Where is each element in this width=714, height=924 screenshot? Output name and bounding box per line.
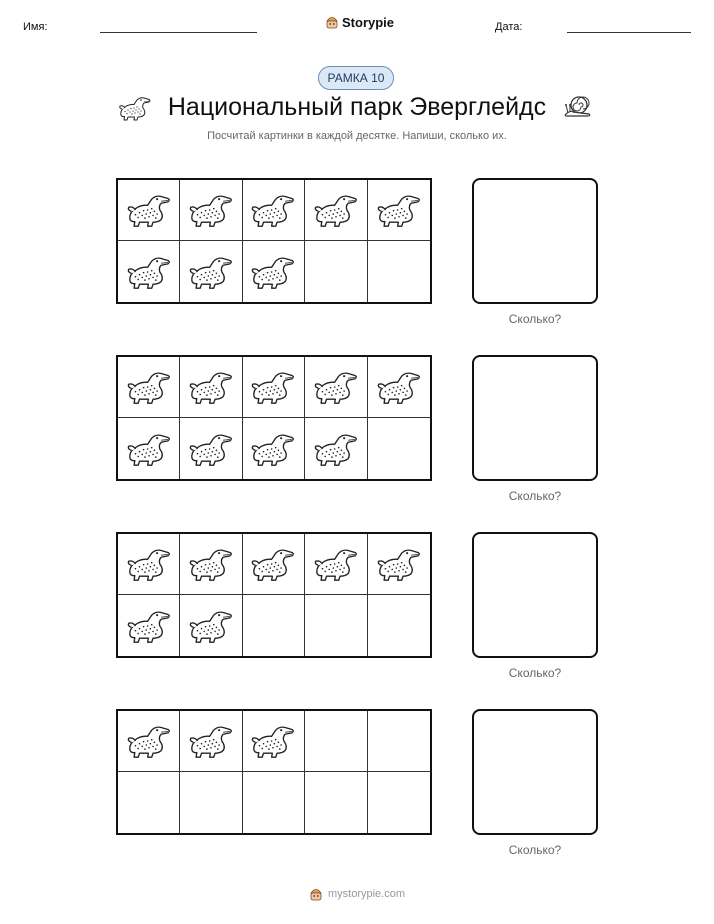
alligator-icon [188,608,234,644]
alligator-icon [126,369,172,405]
alligator-icon [313,192,359,228]
alligator-icon [250,192,296,228]
alligator-icon [313,431,359,467]
frame-badge: РАМКА 10 [318,66,394,90]
frame-cell-empty [368,241,430,302]
answer-box[interactable] [472,532,598,658]
alligator-icon [126,546,172,582]
alligator-icon [188,546,234,582]
ten-frame [116,709,432,835]
frame-cell-empty [368,772,430,833]
how-many-label: Сколько? [508,843,562,857]
how-many-label: Сколько? [508,666,562,680]
frame-cell-empty [118,772,180,833]
alligator-icon [313,546,359,582]
frame-cell-empty [368,595,430,656]
frame-cell-filled [118,534,180,595]
frame-cell-empty [180,772,242,833]
snail-icon [563,94,593,118]
frame-cell-filled [180,180,242,241]
ten-frame [116,532,432,658]
frame-cell-empty [305,595,367,656]
ten-frame [116,355,432,481]
answer-box[interactable] [472,355,598,481]
frame-cell-empty [305,772,367,833]
date-label: Дата: [495,21,523,33]
pie-mascot-icon [325,14,339,30]
alligator-icon [376,546,422,582]
alligator-icon [126,608,172,644]
frame-cell-empty [305,711,367,772]
frame-cell-filled [243,418,305,479]
frame-cell-filled [243,241,305,302]
pie-mascot-icon [309,886,323,902]
frame-cell-filled [305,418,367,479]
frame-cell-filled [368,357,430,418]
frame-cell-filled [180,595,242,656]
alligator-icon [250,369,296,405]
alligator-icon [188,369,234,405]
frame-cell-filled [368,534,430,595]
brand-logo [325,14,394,30]
frame-cell-filled [305,180,367,241]
frame-cell-empty [368,711,430,772]
how-many-label: Сколько? [508,312,562,326]
frame-cell-filled [118,595,180,656]
date-field[interactable] [567,32,691,33]
frame-cell-filled [180,357,242,418]
frame-cell-filled [118,241,180,302]
alligator-icon [188,254,234,290]
frame-cell-filled [243,357,305,418]
frame-cell-filled [118,180,180,241]
alligator-icon [250,431,296,467]
ten-frame [116,178,432,304]
frame-cell-filled [118,418,180,479]
frame-cell-filled [368,180,430,241]
name-label: Имя: [23,21,48,33]
answer-box[interactable] [472,178,598,304]
footer [0,886,714,902]
alligator-icon [250,546,296,582]
alligator-icon [126,254,172,290]
frame-cell-filled [305,357,367,418]
footer-url: mystorypie.com [327,888,406,900]
name-field[interactable] [100,32,257,33]
alligator-icon [188,723,234,759]
brand-name: Storypie [342,14,395,30]
page-title: Национальный парк Эверглейдс [167,93,547,121]
frame-cell-filled [180,418,242,479]
frame-cell-filled [243,534,305,595]
frame-cell-filled [180,241,242,302]
alligator-icon [188,192,234,228]
alligator-icon [126,431,172,467]
frame-cell-empty [243,772,305,833]
frame-cell-filled [243,711,305,772]
frame-cell-empty [243,595,305,656]
alligator-icon [188,431,234,467]
alligator-icon [250,723,296,759]
frame-cell-empty [305,241,367,302]
frame-cell-empty [368,418,430,479]
alligator-icon [250,254,296,290]
instructions: Посчитай картинки в каждой десятке. Напиши, сколько их. [207,130,507,142]
frame-cell-filled [180,534,242,595]
frame-cell-filled [180,711,242,772]
how-many-label: Сколько? [508,489,562,503]
frame-cell-filled [243,180,305,241]
frame-cell-filled [118,711,180,772]
alligator-icon [376,192,422,228]
alligator-icon [376,369,422,405]
frame-cell-filled [118,357,180,418]
alligator-icon [126,192,172,228]
frame-cell-filled [305,534,367,595]
alligator-icon [126,723,172,759]
answer-box[interactable] [472,709,598,835]
alligator-icon [313,369,359,405]
